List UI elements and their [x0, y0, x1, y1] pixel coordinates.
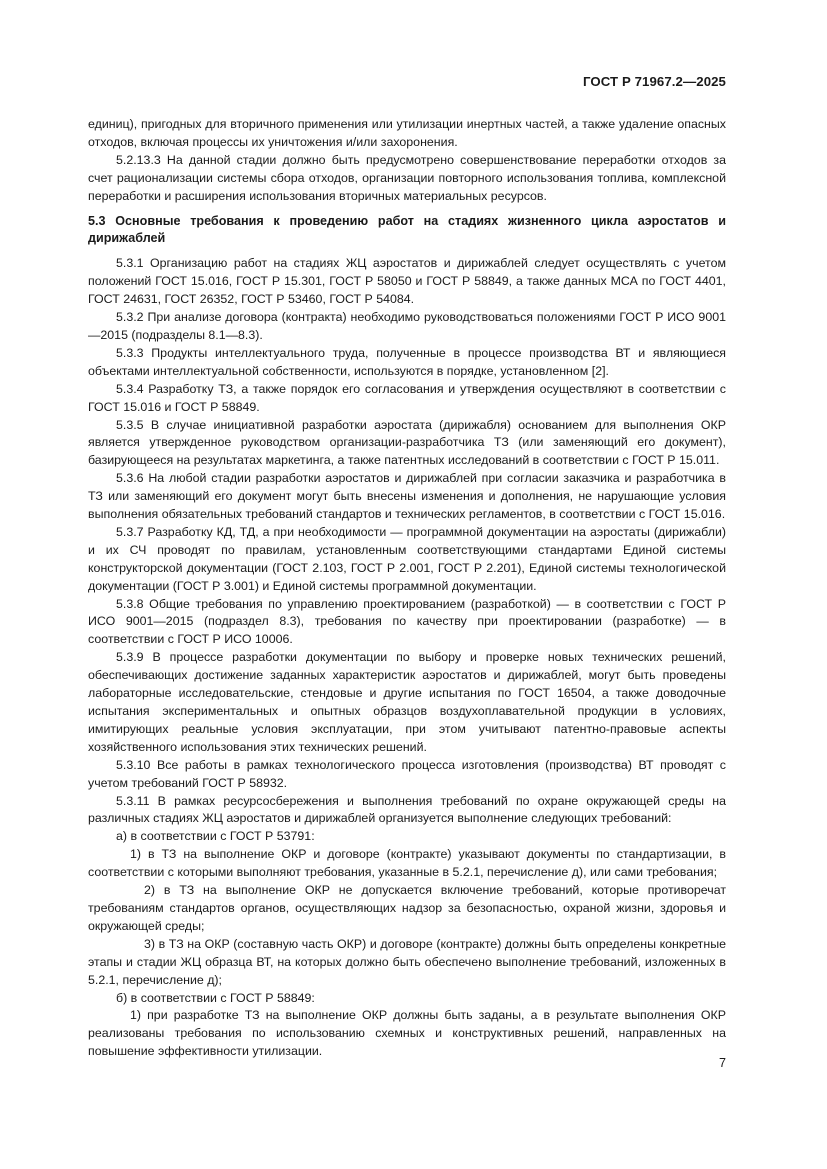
sublist-item-a-1: 1) в ТЗ на выполнение ОКР и договоре (контракте) указывают документы по стандартизации, в соответствии с которыми выполняют требования, указанные в 5.2.1, перечисление д), или сами требования;: [88, 847, 726, 880]
list-item-b: б) в соответствии с ГОСТ Р 58849:: [116, 990, 315, 1005]
paragraph-5-2-13-3: 5.2.13.3 На данной стадии должно быть предусмотрено совершенствование переработки отходов за счет рационализации системы сбора отходов, организации повторного использования топлива, комплексной переработки и расширения использования вторичных материальных ресурсов.: [88, 152, 726, 203]
paragraph-5-3-4: 5.3.4 Разработку ТЗ, а также порядок его согласования и утверждения осуществляют в соответствии с ГОСТ 15.016 и ГОСТ Р 58849.: [88, 381, 726, 414]
paragraph-5-3-10: 5.3.10 Все работы в рамках технологического процесса изготовления (производства) ВТ проводят с учетом требований ГОСТ Р 58932.: [88, 757, 726, 790]
paragraph-5-3-8: 5.3.8 Общие требования по управлению проектированием (разработкой) — в соответствии с ГОСТ Р ИСО 9001—2015 (подраздел 8.3), требования по качеству при проектировании (разработке) — в соответствии с ГОСТ Р ИСО 10006.: [88, 596, 726, 647]
list-item-a: а) в соответствии с ГОСТ Р 53791:: [116, 829, 315, 844]
sublist-item-a-3: 3) в ТЗ на ОКР (составную часть ОКР) и договоре (контракте) должны быть определены конкретные этапы и стадии ЖЦ образца ВТ, на которых должно быть обеспечено выполнение требований, изложенных в 5.2.1, перечисление д);: [88, 936, 726, 987]
paragraph-5-3-1: 5.3.1 Организацию работ на стадиях ЖЦ аэростатов и дирижаблей следует осуществлять с учетом положений ГОСТ 15.016, ГОСТ Р 15.301, ГОСТ Р 58050 и ГОСТ Р 58849, а также данных МСА по ГОСТ 4401, ГОСТ 24631, ГОСТ 26352, ГОСТ Р 53460, ГОСТ Р 54084.: [88, 256, 726, 307]
document-body: [88, 116, 726, 1061]
section-heading-5-3: 5.3 Основные требования к проведению работ на стадиях жизненного цикла аэростатов и дирижаблей: [88, 213, 726, 246]
document-code-header: ГОСТ Р 71967.2—2025: [582, 74, 726, 89]
paragraph-5-3-9: 5.3.9 В процессе разработки документации по выбору и проверке новых технических решений, обеспечивающих достижение заданных характеристик аэростатов и дирижаблей, могут быть проведены лабораторные исследовательские, стендовые и другие испытания по ГОСТ 16504, а также доводочные испытания экспериментальных и опытных образцов воздухоплавательной продукции в условиях, имитирующих реальные условия эксплуатации, при этом учитывают патентно-правовые аспекты хозяйственного использования этих технических решений.: [88, 650, 726, 754]
sublist-item-b-1: 1) при разработке ТЗ на выполнение ОКР должны быть заданы, а в результате выполнения ОКР реализованы требования по использованию схемных и конструктивных решений, направленных на повышение эффективности утилизации.: [88, 1008, 726, 1059]
sublist-item-a-2: 2) в ТЗ на выполнение ОКР не допускается включение требований, которые противоречат требованиям стандартов органов, осуществляющих надзор за безопасностью, охраной жизни, здоровья и окружающей среды;: [88, 883, 726, 933]
paragraph-5-3-7: 5.3.7 Разработку КД, ТД, а при необходимости — программной документации на аэростаты (дирижабли) и их СЧ проводят по правилам, установленным соответствующими стандартами Единой системы конструкторской документации (ГОСТ 2.103, ГОСТ Р 2.001, ГОСТ Р 2.201), Единой системы технологической документации (ГОСТ Р 3.001) и Единой системы программной документации.: [88, 524, 726, 593]
paragraph-continuation: единиц), пригодных для вторичного применения или утилизации инертных частей, а также удаление опасных отходов, включая процессы их уничтожения и/или захоронения.: [88, 117, 726, 149]
paragraph-5-3-5: 5.3.5 В случае инициативной разработки аэростата (дирижабля) основанием для выполнения ОКР является утвержденное руководством организации-разработчика ТЗ (или заменяющий его документ), базирующееся на результатах маркетинга, а также патентных исследований в соответствии с ГОСТ Р 15.011.: [88, 417, 726, 468]
page-number: 7: [718, 1056, 726, 1070]
paragraph-5-3-2: 5.3.2 При анализе договора (контракта) необходимо руководствоваться положениями ГОСТ Р ИСО 9001—2015 (подразделы 8.1—8.3).: [88, 310, 726, 342]
paragraph-5-3-6: 5.3.6 На любой стадии разработки аэростатов и дирижаблей при согласии заказчика и разработчика в ТЗ или заменяющий его документ могут быть внесены изменения и дополнения, не нарушающие условия выполнения обязательных требований стандартов и технических регламентов, в соответствии с ГОСТ 15.016.: [88, 471, 726, 522]
paragraph-5-3-11: 5.3.11 В рамках ресурсосбережения и выполнения требований по охране окружающей среды на различных стадиях ЖЦ аэростатов и дирижаблей организуется выполнение следующих требований:: [88, 793, 726, 826]
paragraph-5-3-3: 5.3.3 Продукты интеллектуального труда, полученные в процессе производства ВТ и являющиеся объектами интеллектуальной собственности, используются в порядке, установленном [2].: [88, 345, 726, 378]
